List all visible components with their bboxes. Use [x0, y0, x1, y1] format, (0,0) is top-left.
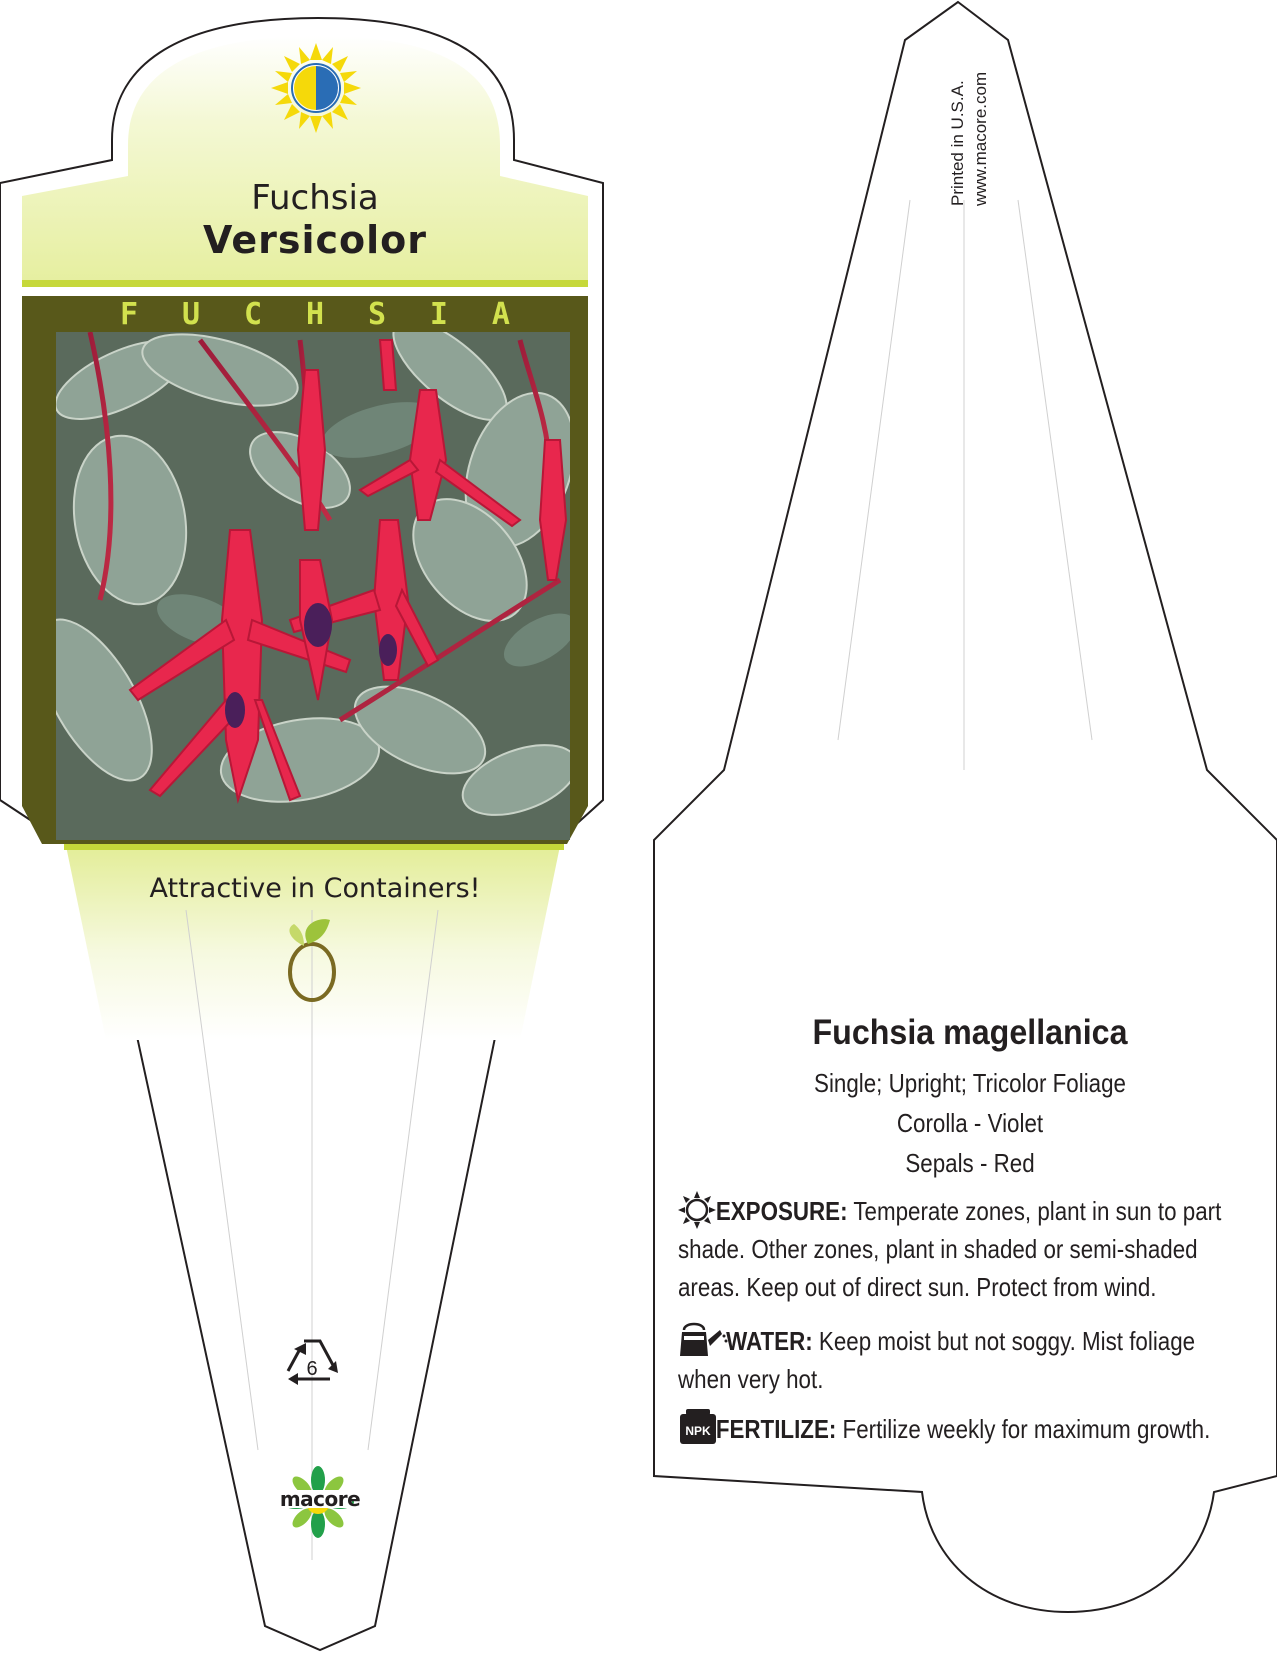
care-label: EXPOSURE:: [715, 1196, 848, 1226]
printed-in-label: Printed in U.S.A.: [948, 80, 967, 206]
care-text: Fertilize weekly for maximum growth.: [842, 1414, 1211, 1444]
care-label: WATER:: [726, 1326, 813, 1356]
svg-text:NPK: NPK: [685, 1424, 711, 1438]
care-water: [678, 1322, 1246, 1398]
band-letter: S: [367, 297, 386, 332]
front-cultivar: Versicolor: [203, 218, 427, 262]
scientific-name: Fuchsia magellanica: [812, 1013, 1128, 1052]
care-text: Temperate zones, plant in sun to part shade. Other zones, plant in shaded or semi-shaded areas. Keep out of direct sun. Protect from wind.: [678, 1196, 1222, 1302]
band-letter: H: [305, 297, 325, 332]
care-label: FERTILIZE:: [715, 1414, 837, 1444]
sun-partshade-icon: [271, 43, 361, 133]
care-exposure: [678, 1192, 1246, 1306]
brand-name: macore: [279, 1487, 361, 1511]
front-footer-rule: [64, 844, 564, 850]
band-letter: A: [491, 297, 510, 332]
care-fertilize: [678, 1410, 1246, 1448]
front-header-rule: [22, 280, 588, 287]
website-label: www.macore.com: [971, 71, 990, 206]
recycle-code: 6: [306, 1358, 318, 1380]
front-tagline: Attractive in Containers!: [149, 873, 481, 904]
detail-corolla: Corolla - Violet: [896, 1108, 1044, 1138]
care-text: Keep moist but not soggy. Mist foliage when very hot.: [678, 1326, 1196, 1394]
detail-habit: Single; Upright; Tricolor Foliage: [814, 1068, 1126, 1098]
band-letter: F: [120, 297, 139, 332]
front-band-label: [60, 297, 570, 332]
front-genus: Fuchsia: [251, 178, 379, 218]
detail-sepals: Sepals - Red: [905, 1148, 1035, 1178]
band-letter: C: [243, 297, 263, 332]
band-letter: U: [181, 297, 201, 332]
band-letter: I: [429, 297, 448, 332]
plant-photo: [15, 304, 594, 840]
